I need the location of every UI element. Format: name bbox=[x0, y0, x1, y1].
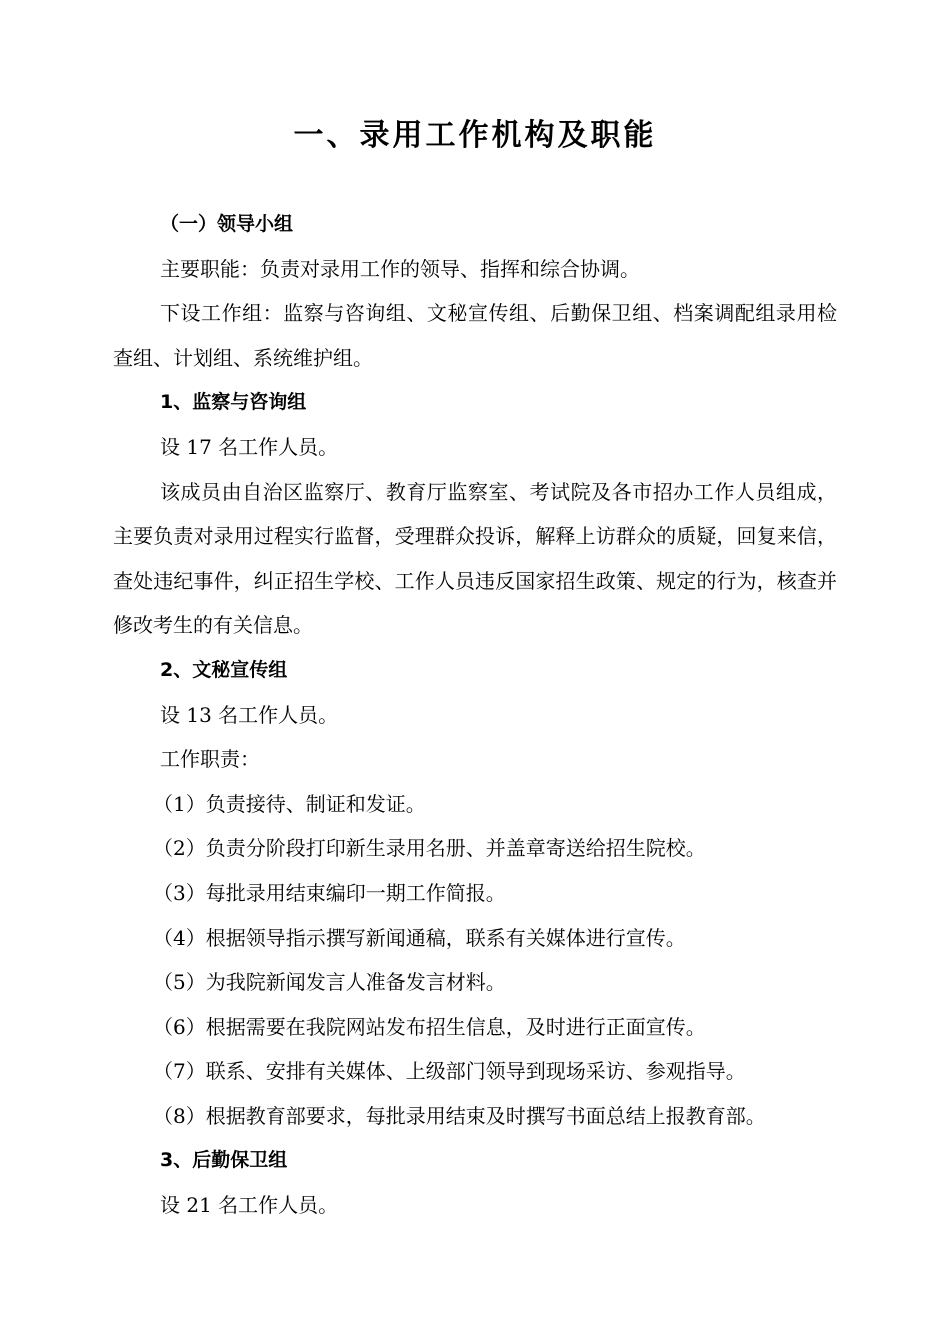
paragraph-main-function: 主要职能：负责对录用工作的领导、指挥和综合协调。 bbox=[160, 256, 640, 281]
paragraph-duties-label: 工作职责： bbox=[160, 747, 260, 772]
page-title: 一、录用工作机构及职能 bbox=[293, 118, 657, 153]
paragraph-logistics-staff: 设 21 名工作人员。 bbox=[160, 1193, 339, 1218]
paragraph-supervision-staff: 设 17 名工作人员。 bbox=[160, 434, 339, 459]
list-item: （8）根据教育部要求，每批录用结束及时撰写书面总结上报教育部。 bbox=[153, 1103, 766, 1128]
section-heading-supervision-group: 1、监察与咨询组 bbox=[160, 391, 307, 414]
list-item: （1）负责接待、制证和发证。 bbox=[153, 791, 426, 816]
list-item: （6）根据需要在我院网站发布招生信息，及时进行正面宣传。 bbox=[153, 1014, 706, 1039]
list-item: （2）负责分阶段打印新生录用名册、并盖章寄送给招生院校。 bbox=[153, 836, 706, 861]
list-item: （3）每批录用结束编印一期工作简报。 bbox=[153, 880, 506, 905]
section-heading-logistics-group: 3、后勤保卫组 bbox=[160, 1149, 288, 1172]
section-heading-secretarial-group: 2、文秘宣传组 bbox=[160, 658, 288, 681]
section-heading-leadership-group: （一）领导小组 bbox=[160, 213, 294, 235]
paragraph-secretarial-staff: 设 13 名工作人员。 bbox=[160, 702, 339, 727]
document-body bbox=[113, 202, 837, 1228]
paragraph-working-groups: 下设工作组：监察与咨询组、文秘宣传组、后勤保卫组、档案调配组录用检查组、计划组、系统维护组。 bbox=[113, 301, 837, 370]
paragraph-supervision-duties: 该成员由自治区监察厅、教育厅监察室、考试院及各市招办工作人员组成，主要负责对录用过程实行监督，受理群众投诉，解释上访群众的质疑，回复来信，查处违纪事件，纠正招生学校、工作人员违反国家招生政策、规定的行为，核查并修改考生的有关信息。 bbox=[113, 479, 837, 638]
list-item: （7）联系、安排有关媒体、上级部门领导到现场采访、参观指导。 bbox=[153, 1059, 746, 1084]
list-item: （5）为我院新闻发言人准备发言材料。 bbox=[153, 970, 506, 995]
list-item: （4）根据领导指示撰写新闻通稿，联系有关媒体进行宣传。 bbox=[153, 925, 686, 950]
